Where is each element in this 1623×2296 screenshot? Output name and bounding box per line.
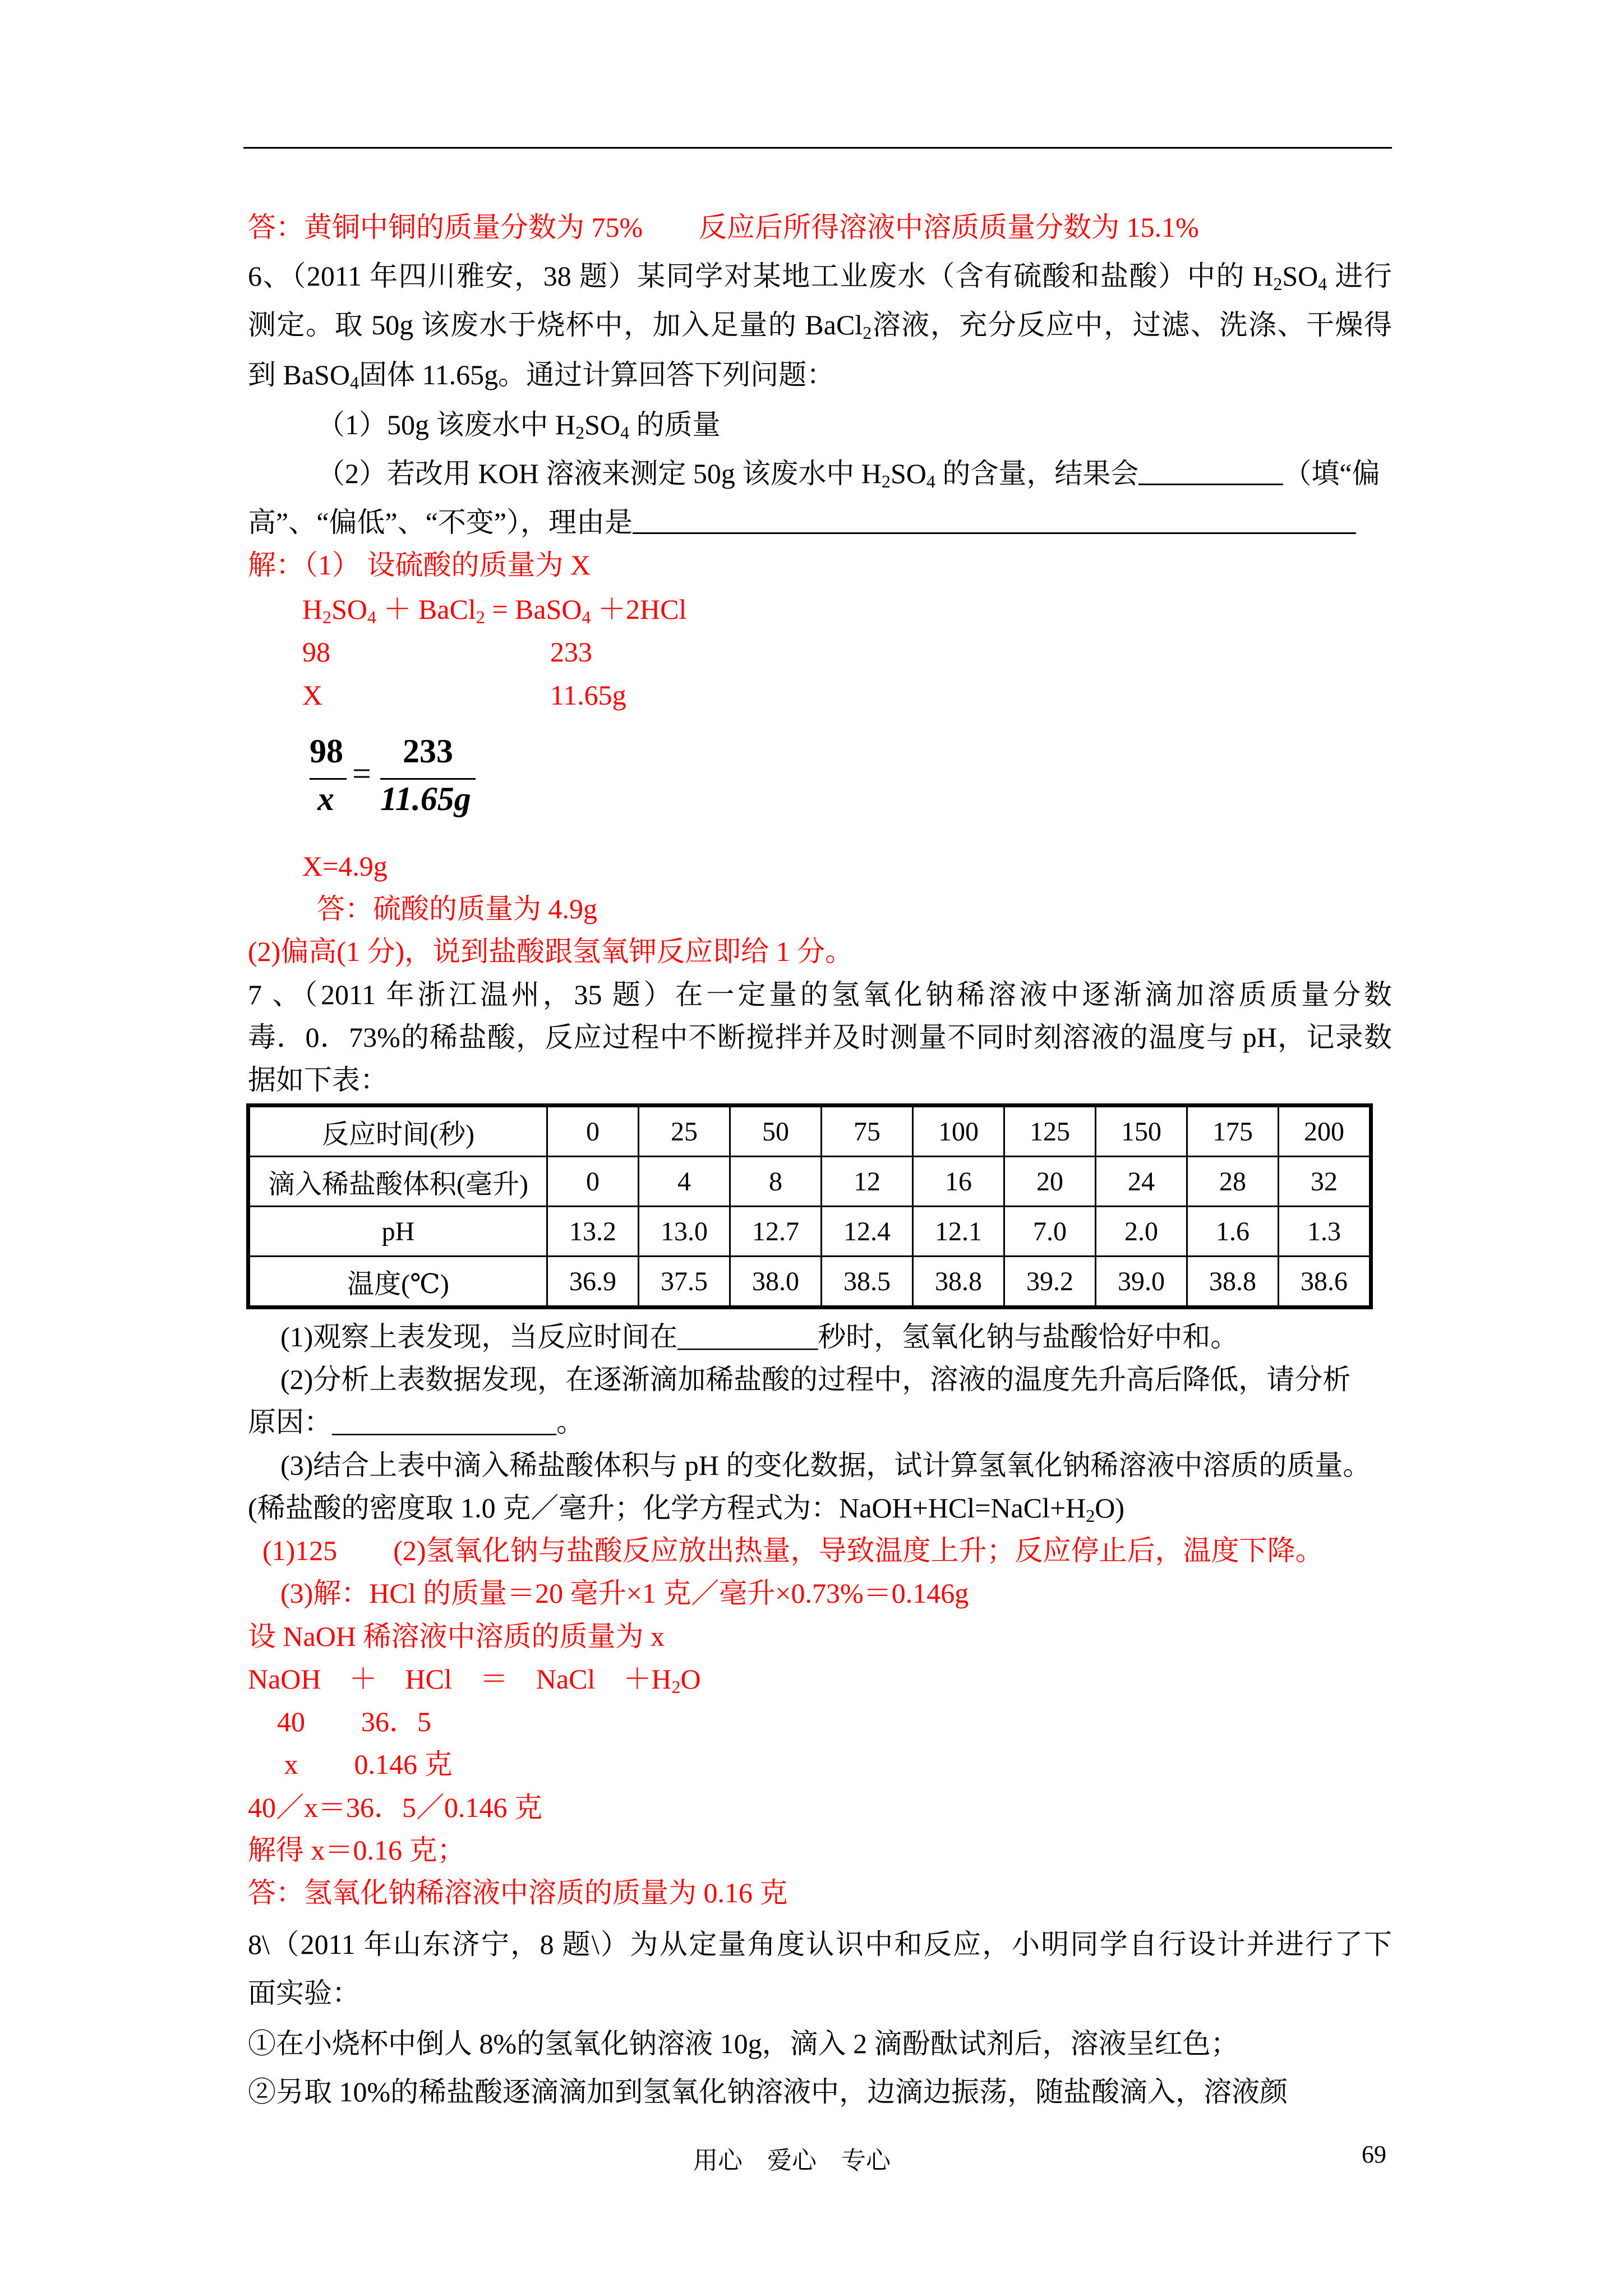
sol6-part-2 (248, 932, 853, 971)
subscript: 4 (1318, 274, 1327, 294)
row-header: pH (248, 1207, 547, 1257)
table-cell: 24 (1096, 1157, 1187, 1207)
text-segment: 11.65g (550, 679, 626, 711)
text-segment: 固体 11.65g。通过计算回答下列问题： (358, 359, 835, 390)
subscript: 2 (671, 1677, 681, 1697)
text-segment: ②另取 10%的稀盐酸逐滴滴加到氢氧化钠溶液中，边滴边振荡，随盐酸滴入，溶液颜 (248, 2076, 1288, 2108)
subscript: 2 (575, 422, 585, 443)
text-segment: (稀盐酸的密度取 1.0 克／毫升；化学方程式为：NaOH+HCl=NaCl+H (248, 1492, 1086, 1524)
text-segment: 设 NaOH 稀溶液中溶质的质量为 x (248, 1621, 665, 1652)
table-cell: 25 (639, 1106, 730, 1157)
sol7-mr (277, 1702, 431, 1741)
table-cell: 12 (822, 1157, 913, 1207)
sol6-mass-2 (550, 675, 626, 715)
sol7-mass (277, 1745, 453, 1784)
q6-part-2 (317, 454, 1380, 493)
text-segment: X=4.9g (302, 850, 388, 882)
q7-line-2 (248, 1018, 1392, 1057)
q7-part-3 (280, 1446, 1371, 1485)
q8-step-1 (248, 2024, 1239, 2063)
fraction-equals: = (352, 755, 371, 792)
table-row (248, 1157, 1371, 1207)
text-segment: ①在小烧杯中倒人 8%的氢氧化钠溶液 10g，滴入 2 滴酚酞试剂后，溶液呈红色； (248, 2028, 1239, 2059)
text-segment: 6、（2011 年四川雅安，38 题）某同学对某地工业废水（含有硫酸和盐酸）中的 H (248, 260, 1274, 292)
sol6-mr-1 (302, 632, 330, 671)
text-segment: (3)解：HCl 的质量＝20 毫升×1 克／毫升×0.73%＝0.146g (280, 1577, 969, 1609)
text-segment: 8\（2011 年山东济宁，8 题\）为从定量角度认识中和反应，小明同学自行设计并进行了下 (248, 1929, 1392, 1960)
text-segment: = BaSO (485, 593, 582, 625)
text-segment: 答：黄铜中铜的质量分数为 75% 反应后所得溶液中溶质质量分数为 15.1% (248, 211, 1199, 243)
subscript: 4 (367, 607, 377, 627)
sol6-equation (302, 590, 686, 629)
table-cell: 12.4 (822, 1207, 913, 1257)
table-cell: 0 (547, 1157, 639, 1207)
text-segment: 高”、“偏低”、“不变”），理由是 (248, 507, 633, 538)
header-rule (243, 147, 1392, 149)
q7-part-1 (280, 1317, 1238, 1356)
text-segment: x 0.146 克 (277, 1749, 453, 1780)
table-cell: 1.3 (1279, 1207, 1371, 1257)
text-segment: 进行 (1327, 260, 1392, 292)
table-cell: 12.1 (913, 1207, 1004, 1257)
sol7-ratio (248, 1788, 542, 1827)
text-segment: 40 36．5 (277, 1706, 431, 1737)
q7-line-1 (248, 975, 1392, 1014)
text-segment: ＋ BaCl (376, 593, 476, 625)
text-segment: NaOH ＋ HCl ＝ NaCl ＋H (248, 1663, 672, 1695)
answer-5 (248, 208, 1199, 247)
subscript: 2 (1086, 1506, 1095, 1526)
answer-blank (633, 505, 1356, 534)
subscript: 2 (1273, 274, 1283, 294)
data-table (246, 1103, 1373, 1309)
q6-part-1 (317, 405, 721, 444)
table-cell: 20 (1004, 1157, 1096, 1207)
q6-line-1 (248, 256, 1392, 296)
table-cell: 1.6 (1187, 1207, 1279, 1257)
sol7-equation (248, 1659, 701, 1699)
fraction-denominator-right: 11.65g (380, 780, 471, 817)
row-header: 温度(℃) (248, 1257, 547, 1308)
table-cell: 16 (913, 1157, 1004, 1207)
table-cell: 7.0 (1004, 1207, 1096, 1257)
table-cell: 39.0 (1096, 1257, 1187, 1308)
fraction-denominator-left: x (317, 780, 334, 817)
text-segment: SO (890, 458, 926, 489)
table-cell: 38.5 (822, 1257, 913, 1308)
text-segment: ＋2HCl (591, 593, 687, 625)
text-segment: SO (331, 593, 368, 625)
subscript: 2 (881, 471, 891, 491)
subscript: 4 (926, 471, 935, 491)
q7-part-3-cont (248, 1488, 1124, 1527)
row-header: 滴入稀盐酸体积(毫升) (248, 1157, 547, 1207)
text-segment: 98 (302, 636, 330, 668)
fraction-numerator-left: 98 (310, 733, 343, 770)
table-cell: 0 (547, 1106, 639, 1157)
table-cell: 38.6 (1279, 1257, 1371, 1308)
subscript: 2 (322, 607, 332, 627)
text-segment: SO (1282, 260, 1318, 292)
text-segment: X (302, 679, 323, 711)
table-cell: 175 (1187, 1106, 1279, 1157)
sol7-let (248, 1617, 665, 1656)
text-segment: (1)125 (2)氢氧化钠与盐酸反应放出热量，导致温度上升；反应停止后，温度下降。 (262, 1535, 1324, 1566)
table-row (248, 1207, 1371, 1257)
table-cell: 32 (1279, 1157, 1371, 1207)
text-segment: 7 、（2011 年浙江温州，35 题）在一定量的氢氧化钠稀溶液中逐渐滴加溶质质量分数 (248, 979, 1392, 1010)
text-segment: （2）若改用 KOH 溶液来测定 50g 该废水中 H (317, 458, 882, 489)
q7-line-3 (248, 1060, 388, 1099)
text-segment: 测定。取 50g 该废水于烧杯中，加入足量的 BaCl (248, 309, 863, 341)
table-row (248, 1106, 1371, 1157)
table-cell: 38.8 (1187, 1257, 1279, 1308)
table-row (248, 1257, 1371, 1308)
q6-line-3 (248, 355, 834, 394)
table-cell: 38.8 (913, 1257, 1004, 1308)
text-segment: (2)分析上表数据发现，在逐渐滴加稀盐酸的过程中，溶液的温度先升高后降低，请分析 (280, 1364, 1351, 1395)
text-segment: H (302, 593, 323, 625)
q7-part-2 (280, 1360, 1350, 1399)
q8-line-1 (248, 1925, 1392, 1964)
text-segment: O (680, 1663, 701, 1695)
subscript: 4 (582, 607, 591, 627)
sol6-result (302, 846, 388, 886)
text-segment: 原因：________________。 (248, 1406, 584, 1438)
table-cell: 36.9 (547, 1257, 639, 1308)
text-segment: 的含量，结果会 (935, 458, 1139, 489)
text-segment: 到 BaSO (248, 359, 350, 390)
subscript: 2 (476, 607, 485, 627)
table-cell: 2.0 (1096, 1207, 1187, 1257)
table-cell: 8 (730, 1157, 822, 1207)
text-segment: 面实验： (248, 1977, 360, 2009)
table-cell: 13.0 (639, 1207, 730, 1257)
q8-line-2 (248, 1973, 360, 2013)
text-segment: 溶液，充分反应中，过滤、洗涤、干燥得 (872, 309, 1392, 341)
q8-step-2 (248, 2072, 1288, 2111)
text-segment: 答：氢氧化钠稀溶液中溶质的质量为 0.16 克 (248, 1877, 788, 1908)
table-cell: 13.2 (547, 1207, 639, 1257)
q7-part-2-cont (248, 1402, 584, 1442)
table-cell: 37.5 (639, 1257, 730, 1308)
sol6-mass-1 (302, 675, 322, 715)
text-segment: 解得 x＝0.16 克； (248, 1834, 465, 1866)
q6-part-2-cont (248, 503, 1356, 542)
sol7-3 (280, 1573, 969, 1613)
text-segment: (1)观察上表发现，当反应时间在__________秒时，氢氧化钠与盐酸恰好中和。 (280, 1321, 1239, 1352)
subscript: 4 (620, 422, 630, 443)
sol6-intro (248, 545, 591, 585)
table-cell: 12.7 (730, 1207, 822, 1257)
text-segment: （填“偏 (1283, 458, 1380, 489)
text-segment: 40／x＝36．5／0.146 克 (248, 1792, 542, 1823)
table-cell: 39.2 (1004, 1257, 1096, 1308)
table-cell: 75 (822, 1106, 913, 1157)
subscript: 4 (349, 372, 359, 393)
text-segment: O) (1095, 1492, 1125, 1524)
row-header: 反应时间(秒) (248, 1106, 547, 1157)
text-segment: 解：（1） 设硫酸的质量为 X (248, 549, 591, 581)
table-cell: 200 (1279, 1106, 1371, 1157)
table-cell: 100 (913, 1106, 1004, 1157)
answer-blank (1138, 457, 1283, 485)
footer-motto: 用心 爱心 专心 (693, 2147, 891, 2174)
table-cell: 150 (1096, 1106, 1187, 1157)
text-segment: (2)偏高(1 分)，说到盐酸跟氢氧钾反应即给 1 分。 (248, 936, 854, 967)
text-segment: 据如下表： (248, 1064, 388, 1096)
table-cell: 125 (1004, 1106, 1096, 1157)
sol7-1-2 (262, 1531, 1324, 1570)
table-cell: 50 (730, 1106, 822, 1157)
table-cell: 28 (1187, 1157, 1279, 1207)
text-segment: 233 (550, 636, 592, 668)
sol6-answer (317, 889, 597, 928)
text-segment: (3)结合上表中滴入稀盐酸体积与 pH 的变化数据，试计算氢氧化钠稀溶液中溶质的质量。 (280, 1450, 1371, 1481)
table-cell: 38.0 (730, 1257, 822, 1308)
subscript: 2 (863, 323, 872, 343)
sol7-answer (248, 1873, 788, 1912)
text-segment: 答：硫酸的质量为 4.9g (317, 893, 597, 924)
q6-line-2 (248, 305, 1392, 344)
fraction-numerator-right: 233 (403, 733, 453, 770)
text-segment: 毒．0．73%的稀盐酸，反应过程中不断搅拌并及时测量不同时刻溶液的温度与 pH，记录数 (248, 1022, 1392, 1053)
text-segment: （1）50g 该废水中 H (317, 409, 576, 440)
text-segment: 的质量 (629, 409, 721, 440)
text-segment: SO (584, 409, 621, 440)
page-number: 69 (1362, 2141, 1386, 2168)
sol7-result (248, 1830, 465, 1870)
sol6-mr-2 (550, 632, 592, 671)
table-cell: 4 (639, 1157, 730, 1207)
